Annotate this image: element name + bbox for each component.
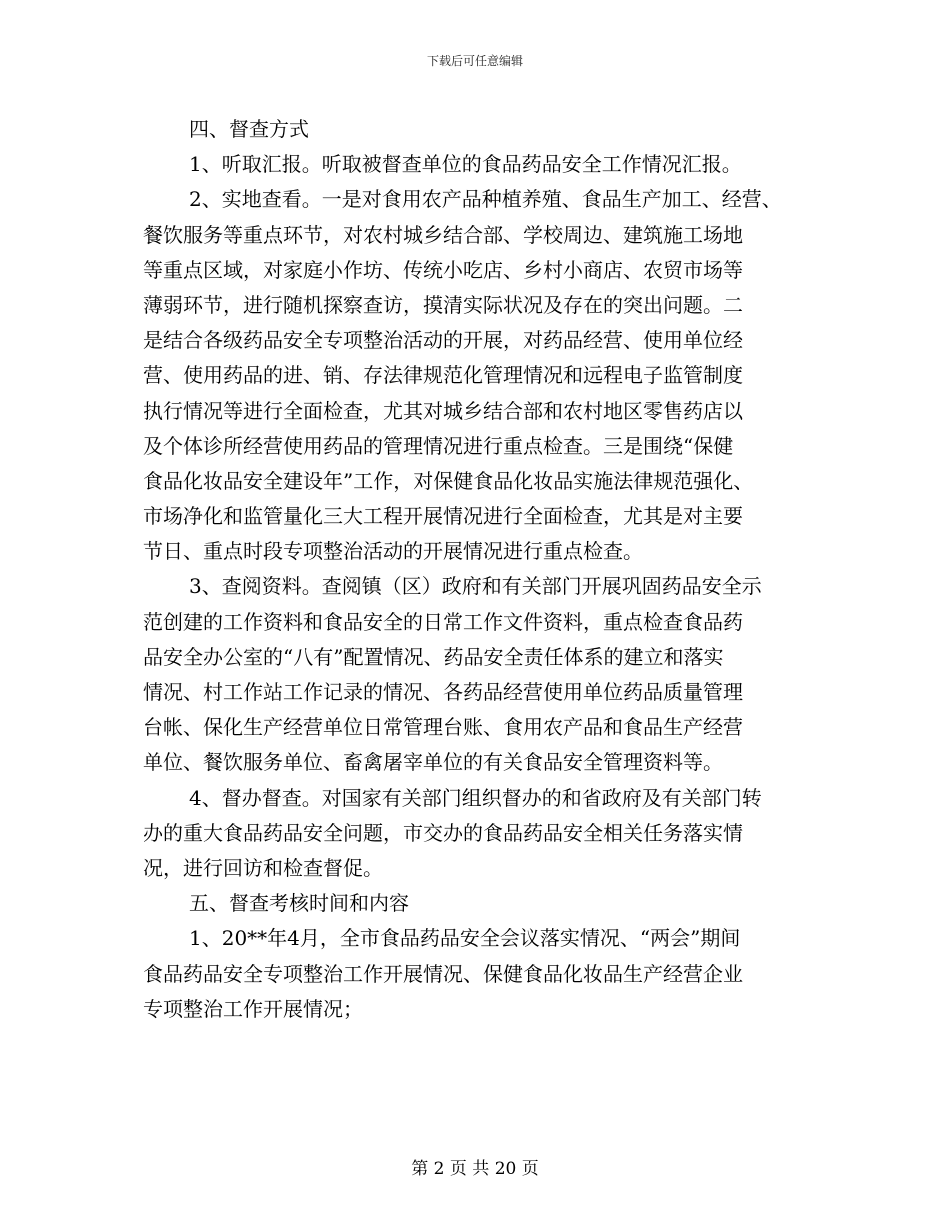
- text-line: 五、督查考核时间和内容: [189, 891, 409, 916]
- text-line: 范创建的工作资料和食品安全的日常工作文件资料，重点检查食品药: [143, 609, 743, 634]
- text-line: 食品化妆品安全建设年”工作，对保健食品化妆品实施法律规范强化、: [143, 468, 754, 493]
- text-line: 1、听取汇报。听取被督查单位的食品药品安全工作情况汇报。: [189, 152, 742, 177]
- text-line: 是结合各级药品安全专项整治活动的开展，对药品经营、使用单位经: [143, 328, 743, 353]
- text-line: 市场净化和监管量化三大工程开展情况进行全面检查，尤其是对主要: [143, 504, 743, 529]
- text-line: 情况、村工作站工作记录的情况、各药品经营使用单位药品质量管理: [143, 680, 743, 704]
- text-line: 2、实地查看。一是对食用农产品种植养殖、食品生产加工、经营、: [189, 187, 782, 212]
- text-line: 四、督查方式: [189, 117, 309, 141]
- text-line: 1、20**年4月，全市食品药品安全会议落实情况、“两会”期间: [189, 926, 741, 951]
- text-line: 食品药品安全专项整治工作开展情况、保健食品化妆品生产经营企业: [143, 961, 743, 986]
- text-line: 及个体诊所经营使用药品的管理情况进行重点检查。三是围绕“保健: [143, 433, 734, 458]
- text-line: 餐饮服务等重点环节，对农村城乡结合部、学校周边、建筑施工场地: [143, 222, 743, 247]
- text-line: 况，进行回访和检查督促。: [143, 855, 383, 880]
- text-line: 等重点区域，对家庭小作坊、传统小吃店、乡村小商店、农贸市场等: [143, 257, 743, 282]
- text-line: 单位、餐饮服务单位、畜禽屠宰单位的有关食品安全管理资料等。: [143, 750, 723, 775]
- text-line: 专项整治工作开展情况；: [143, 996, 363, 1021]
- page-header: 下载后可任意编辑: [426, 54, 523, 68]
- text-line: 办的重大食品药品安全问题，市交办的食品药品安全相关任务落实情: [143, 820, 743, 845]
- text-line: 4、督办督查。对国家有关部门组织督办的和省政府及有关部门转: [189, 785, 762, 810]
- page-number: 第 2 页 共 20 页: [411, 1159, 539, 1179]
- text-line: 营、使用药品的进、销、存法律规范化管理情况和远程电子监管制度: [143, 363, 743, 388]
- text-line: 执行情况等进行全面检查，尤其对城乡结合部和农村地区零售药店以: [143, 398, 743, 423]
- text-line: 节日、重点时段专项整治活动的开展情况进行重点检查。: [143, 539, 643, 564]
- text-line: 薄弱环节，进行随机探察查访，摸清实际状况及存在的突出问题。二: [143, 292, 743, 317]
- text-line: 3、查阅资料。查阅镇（区）政府和有关部门开展巩固药品安全示: [189, 574, 762, 599]
- text-line: 台帐、保化生产经营单位日常管理台账、食用农产品和食品生产经营: [143, 715, 743, 740]
- text-line: 品安全办公室的“八有”配置情况、药品安全责任体系的建立和落实: [143, 644, 724, 669]
- document-body: [143, 112, 833, 1027]
